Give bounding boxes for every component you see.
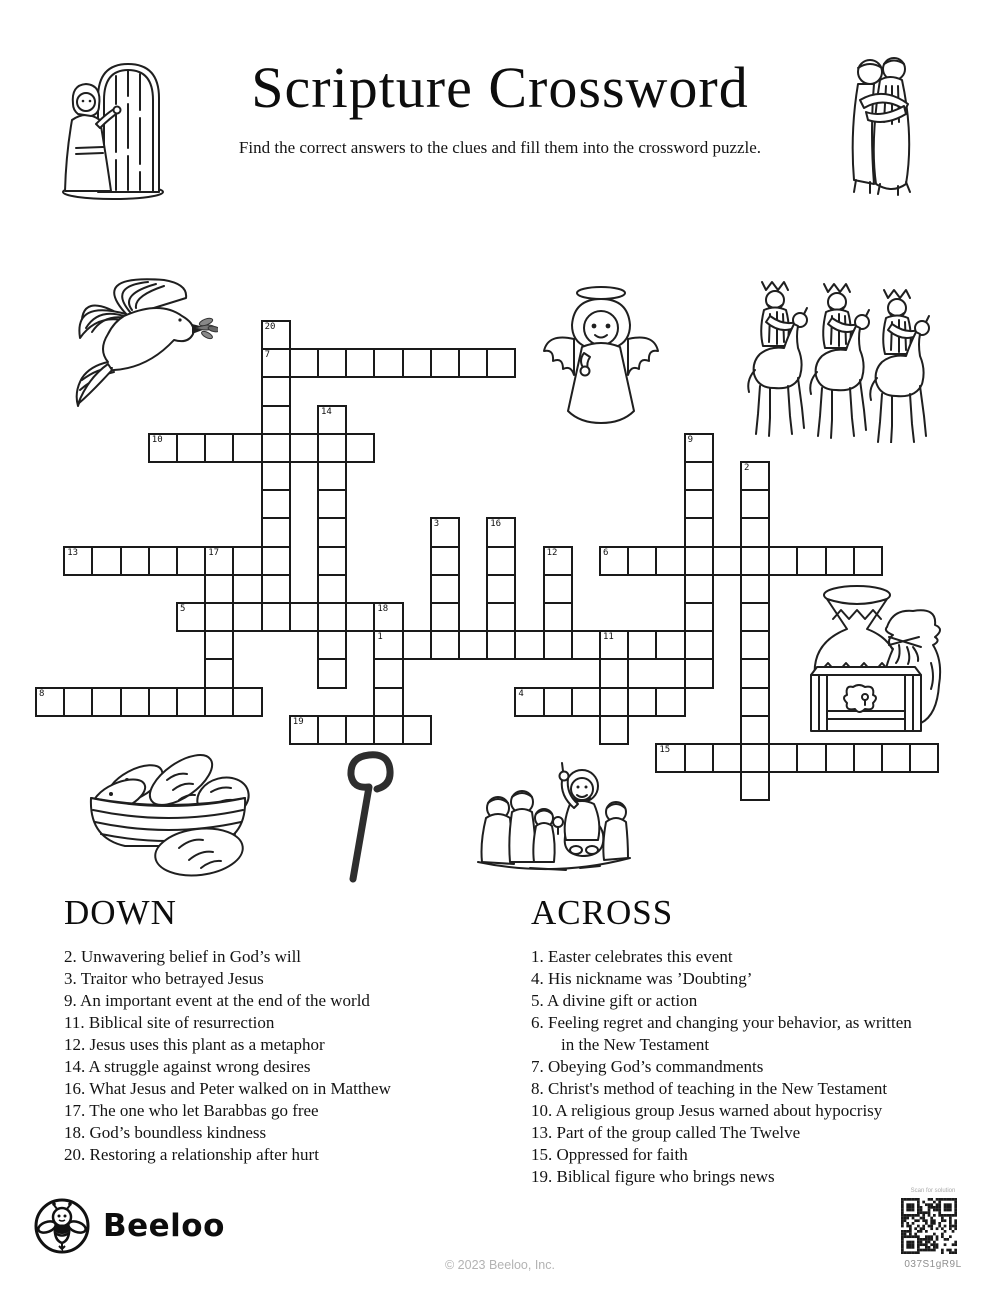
crossword-cell[interactable] xyxy=(402,630,432,660)
crossword-cell[interactable] xyxy=(373,348,403,378)
crossword-cell[interactable] xyxy=(317,489,347,519)
crossword-cell[interactable] xyxy=(176,433,206,463)
clue-item: 14. A struggle against wrong desires xyxy=(64,1057,311,1076)
crossword-cell[interactable] xyxy=(317,405,347,435)
crossword-cell[interactable] xyxy=(796,546,826,576)
across-clue-list xyxy=(531,946,913,1188)
crossword-cell[interactable] xyxy=(317,433,347,463)
crossword-cell[interactable] xyxy=(599,658,629,688)
crossword-cell[interactable] xyxy=(486,546,516,576)
crossword-cell[interactable] xyxy=(486,348,516,378)
qr-code-id: 037S1gR9L xyxy=(904,1259,962,1270)
clue-item: 10. A religious group Jesus warned about hypocrisy xyxy=(531,1101,883,1120)
crossword-cell[interactable] xyxy=(204,687,234,717)
page-subtitle: Find the correct answers to the clues and fill them into the crossword puzzle. xyxy=(238,138,762,157)
clue-item: 19. Biblical figure who brings news xyxy=(531,1167,775,1186)
crossword-cell[interactable] xyxy=(402,715,432,745)
crossword-cell[interactable] xyxy=(63,687,93,717)
clue-item: 15. Oppressed for faith xyxy=(531,1145,688,1164)
crossword-cell[interactable] xyxy=(261,320,291,350)
crossword-cell[interactable] xyxy=(712,546,742,576)
crossword-cell[interactable] xyxy=(345,715,375,745)
qr-code[interactable] xyxy=(901,1198,957,1254)
crossword-cell[interactable] xyxy=(486,602,516,632)
crossword-cell[interactable] xyxy=(91,687,121,717)
crossword-cell[interactable] xyxy=(261,348,291,378)
crossword-cell[interactable] xyxy=(627,687,657,717)
crossword-cell[interactable] xyxy=(373,687,403,717)
crossword-cell[interactable] xyxy=(402,348,432,378)
crossword-cell[interactable] xyxy=(430,517,460,547)
crossword-cell[interactable] xyxy=(317,602,347,632)
embracing-figures-illustration xyxy=(840,52,930,197)
crossword-cell[interactable] xyxy=(430,348,460,378)
shepherd-staff-illustration xyxy=(333,745,395,885)
cell-number: 13 xyxy=(67,547,79,558)
crossword-cell[interactable] xyxy=(317,715,347,745)
across-heading: ACROSS xyxy=(531,893,674,932)
crossword-cell[interactable] xyxy=(740,602,770,632)
crossword-cell[interactable] xyxy=(599,715,629,745)
crossword-cell[interactable] xyxy=(486,517,516,547)
crossword-cell[interactable] xyxy=(740,658,770,688)
cell-number: 19 xyxy=(292,716,304,727)
cell-number: 9 xyxy=(687,434,694,445)
crossword-cell[interactable] xyxy=(825,743,855,773)
crossword-cell[interactable] xyxy=(373,715,403,745)
crossword-cell[interactable] xyxy=(430,630,460,660)
clue-item: 12. Jesus uses this plant as a metaphor xyxy=(64,1035,325,1054)
crossword-cell[interactable] xyxy=(684,630,714,660)
crossword-cell[interactable] xyxy=(740,574,770,604)
three-wise-men-on-camels-illustration xyxy=(740,278,935,443)
cell-number: 17 xyxy=(208,547,220,558)
crossword-cell[interactable] xyxy=(345,348,375,378)
crossword-cell[interactable] xyxy=(599,546,629,576)
crossword-cell[interactable] xyxy=(430,602,460,632)
crossword-cell[interactable] xyxy=(543,546,573,576)
jars-and-treasure-chest-illustration xyxy=(783,583,945,741)
crossword-cell[interactable] xyxy=(261,405,291,435)
across-clues-section xyxy=(531,893,913,1188)
crossword-cell[interactable] xyxy=(232,687,262,717)
down-heading: DOWN xyxy=(64,893,177,932)
woman-at-tomb-door-illustration xyxy=(58,52,168,202)
crossword-cell[interactable] xyxy=(176,602,206,632)
copyright-text: © 2023 Beeloo, Inc. xyxy=(445,1258,555,1272)
crossword-cell[interactable] xyxy=(655,687,685,717)
crossword-cell[interactable] xyxy=(514,687,544,717)
crossword-cell[interactable] xyxy=(684,743,714,773)
crossword-cell[interactable] xyxy=(261,602,291,632)
crossword-cell[interactable] xyxy=(120,546,150,576)
angel-illustration xyxy=(540,283,662,433)
cell-number: 3 xyxy=(433,519,440,530)
crossword-cell[interactable] xyxy=(768,546,798,576)
crossword-cell[interactable] xyxy=(740,489,770,519)
crossword-cell[interactable] xyxy=(599,687,629,717)
cell-number: 2 xyxy=(744,463,750,473)
page-title: Scripture Crossword xyxy=(251,55,749,120)
crossword-cell[interactable] xyxy=(655,743,685,773)
crossword-cell[interactable] xyxy=(740,517,770,547)
clue-item: 11. Biblical site of resurrection xyxy=(64,1013,275,1032)
qr-block xyxy=(901,1188,965,1270)
crossword-cell[interactable] xyxy=(684,517,714,547)
crossword-cell[interactable] xyxy=(430,546,460,576)
crossword-cell[interactable] xyxy=(740,687,770,717)
crossword-cell[interactable] xyxy=(232,546,262,576)
crossword-cell[interactable] xyxy=(289,348,319,378)
crossword-cell[interactable] xyxy=(261,376,291,406)
crossword-cell[interactable] xyxy=(373,630,403,660)
crossword-cell[interactable] xyxy=(204,602,234,632)
crossword-cell[interactable] xyxy=(91,546,121,576)
crossword-cell[interactable] xyxy=(571,687,601,717)
clue-item: 7. Obeying God’s commandments xyxy=(531,1057,764,1076)
cell-number: 14 xyxy=(321,406,332,417)
down-clue-list xyxy=(64,946,504,1166)
crossword-cell[interactable] xyxy=(261,546,291,576)
crossword-cell[interactable] xyxy=(176,687,206,717)
crossword-cell[interactable] xyxy=(627,546,657,576)
olive-branch xyxy=(196,317,218,340)
cell-number: 18 xyxy=(377,604,389,614)
clue-item: 20. Restoring a relationship after hurt xyxy=(64,1145,319,1164)
crossword-cell[interactable] xyxy=(204,658,234,688)
crossword-cell[interactable] xyxy=(486,574,516,604)
crossword-cell[interactable] xyxy=(261,433,291,463)
clue-item: 16. What Jesus and Peter walked on in Matthew xyxy=(64,1079,391,1098)
crossword-cell[interactable] xyxy=(430,574,460,604)
crossword-cell[interactable] xyxy=(712,743,742,773)
clue-item: 13. Part of the group called The Twelve xyxy=(531,1123,801,1142)
crossword-cell[interactable] xyxy=(204,574,234,604)
crossword-cell[interactable] xyxy=(317,348,347,378)
crossword-cell[interactable] xyxy=(148,687,178,717)
jesus-teaching-group-illustration xyxy=(470,756,638,876)
crossword-cell[interactable] xyxy=(373,658,403,688)
crossword-cell[interactable] xyxy=(176,546,206,576)
crossword-cell[interactable] xyxy=(740,715,770,745)
crossword-cell[interactable] xyxy=(345,602,375,632)
cell-number: 16 xyxy=(490,519,502,530)
down-clues-section xyxy=(64,893,504,1166)
cell-number: 15 xyxy=(659,745,671,755)
crossword-cell[interactable] xyxy=(289,715,319,745)
crossword-cell[interactable] xyxy=(853,546,883,576)
clue-item: 8. Christ's method of teaching in the New Testament xyxy=(531,1079,888,1098)
crossword-cell[interactable] xyxy=(317,546,347,576)
cell-number: 10 xyxy=(151,434,163,445)
crossword-cell[interactable] xyxy=(289,602,319,632)
crossword-cell[interactable] xyxy=(261,517,291,547)
crossword-cell[interactable] xyxy=(232,602,262,632)
crossword-cell[interactable] xyxy=(684,658,714,688)
crossword-cell[interactable] xyxy=(317,461,347,491)
crossword-cell[interactable] xyxy=(261,489,291,519)
crossword-cell[interactable] xyxy=(261,461,291,491)
crossword-cell[interactable] xyxy=(768,743,798,773)
cell-number: 1 xyxy=(377,632,383,643)
crossword-cell[interactable] xyxy=(543,574,573,604)
crossword-cell[interactable] xyxy=(289,433,319,463)
crossword-cell[interactable] xyxy=(684,489,714,519)
bread-basket-illustration xyxy=(83,746,263,881)
cell-number: 12 xyxy=(546,547,558,558)
crossword-cell[interactable] xyxy=(740,546,770,576)
clue-item: 4. His nickname was ’Doubting’ xyxy=(531,969,753,988)
crossword-cell[interactable] xyxy=(204,546,234,576)
qr-caption: Scan for solution xyxy=(910,1188,956,1194)
crossword-cell[interactable] xyxy=(571,630,601,660)
crossword-cell[interactable] xyxy=(373,602,403,632)
cell-number: 6 xyxy=(603,547,609,558)
crossword-cell[interactable] xyxy=(345,433,375,463)
crossword-cell[interactable] xyxy=(458,630,488,660)
crossword-cell[interactable] xyxy=(740,743,770,773)
cell-number: 4 xyxy=(518,688,524,699)
crossword-cell[interactable] xyxy=(120,687,150,717)
clue-item: 2. Unwavering belief in God’s will xyxy=(64,947,302,966)
crossword-cell[interactable] xyxy=(317,630,347,660)
crossword-cell[interactable] xyxy=(740,771,770,801)
cell-number: 20 xyxy=(264,322,276,332)
clue-item: 3. Traitor who betrayed Jesus xyxy=(64,969,264,988)
crossword-cell[interactable] xyxy=(148,546,178,576)
clue-item: 5. A divine gift or action xyxy=(531,991,698,1010)
crossword-cell[interactable] xyxy=(543,602,573,632)
crossword-cell[interactable] xyxy=(63,546,93,576)
crossword-cell[interactable] xyxy=(35,687,65,717)
crossword-cell[interactable] xyxy=(740,461,770,491)
crossword-cell[interactable] xyxy=(543,687,573,717)
crossword-cell[interactable] xyxy=(684,574,714,604)
clue-item: 1. Easter celebrates this event xyxy=(531,947,733,966)
crossword-cell[interactable] xyxy=(458,348,488,378)
crossword-cell[interactable] xyxy=(655,630,685,660)
crossword-cell[interactable] xyxy=(684,602,714,632)
cell-number: 7 xyxy=(264,350,271,361)
cell-number: 5 xyxy=(180,604,186,614)
crossword-cell[interactable] xyxy=(317,574,347,604)
clue-item: 6. Feeling regret and changing your behavior, as written in the New Testament xyxy=(531,1013,912,1054)
crossword-cell[interactable] xyxy=(204,630,234,660)
crossword-cell[interactable] xyxy=(627,630,657,660)
crossword-cell[interactable] xyxy=(684,433,714,463)
crossword-cell[interactable] xyxy=(655,546,685,576)
crossword-cell[interactable] xyxy=(261,574,291,604)
bee-icon xyxy=(33,1197,91,1255)
cell-number: 11 xyxy=(603,632,614,643)
crossword-cell[interactable] xyxy=(543,630,573,660)
crossword-cell[interactable] xyxy=(881,743,911,773)
crossword-cell[interactable] xyxy=(909,743,939,773)
crossword-cell[interactable] xyxy=(740,630,770,660)
crossword-cell[interactable] xyxy=(514,630,544,660)
crossword-cell[interactable] xyxy=(684,461,714,491)
crossword-cell[interactable] xyxy=(204,433,234,463)
crossword-cell[interactable] xyxy=(825,546,855,576)
crossword-cell[interactable] xyxy=(853,743,883,773)
dove-with-olive-branch-illustration xyxy=(68,272,218,427)
crossword-cell[interactable] xyxy=(148,433,178,463)
crossword-cell[interactable] xyxy=(232,433,262,463)
cell-number: 8 xyxy=(39,688,45,699)
brand-name: Beeloo xyxy=(103,1208,225,1244)
clue-item: 17. The one who let Barabbas go free xyxy=(64,1101,319,1120)
crossword-cell[interactable] xyxy=(317,517,347,547)
clue-item: 18. God’s boundless kindness xyxy=(64,1123,267,1142)
crossword-cell[interactable] xyxy=(486,630,516,660)
crossword-cell[interactable] xyxy=(599,630,629,660)
clue-item: 9. An important event at the end of the world xyxy=(64,991,370,1010)
crossword-cell[interactable] xyxy=(317,658,347,688)
crossword-cell[interactable] xyxy=(796,743,826,773)
brand-logo xyxy=(33,1197,225,1255)
crossword-cell[interactable] xyxy=(684,546,714,576)
